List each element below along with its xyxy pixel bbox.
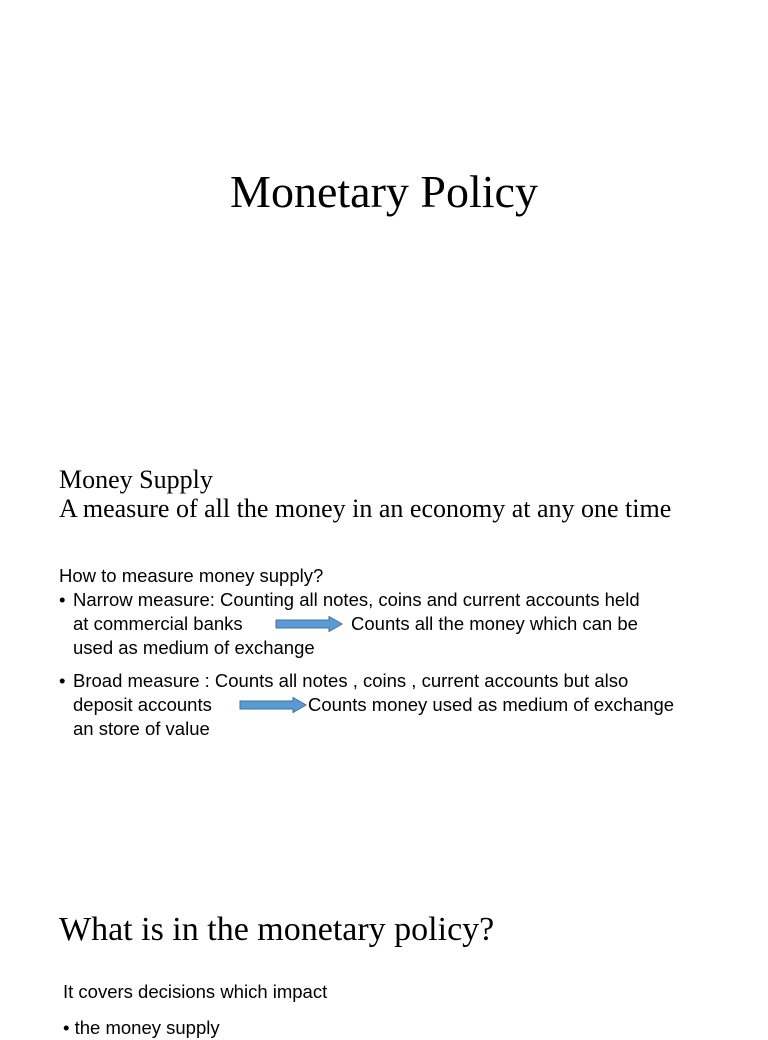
money-supply-heading: [59, 465, 671, 523]
policy-question-heading: What is in the monetary policy?: [59, 911, 495, 948]
policy-description: It covers decisions which impact: [63, 981, 328, 1002]
policy-bullet-partial: • the money supply: [63, 1017, 220, 1038]
bullet-line-3: an store of value: [73, 718, 210, 739]
measure-question: How to measure money supply?: [59, 565, 324, 586]
slide-title: [0, 0, 768, 420]
bullet-line-2-left: at commercial banks: [73, 613, 243, 634]
heading-line-2: A measure of all the money in an economy at any one time: [59, 494, 672, 523]
bullet-line-1: Broad measure : Counts all notes , coins , current accounts but also: [73, 670, 629, 691]
slide-money-supply: [0, 420, 768, 840]
bullet-line-2-left: deposit accounts: [73, 694, 212, 715]
bullet-line-2-right: Counts all the money which can be: [351, 613, 638, 634]
bullet-dot: •: [59, 670, 66, 691]
heading-line-1: Money Supply: [59, 465, 213, 494]
right-arrow-icon: [275, 616, 343, 632]
bullet-line-1: Narrow measure: Counting all notes, coins and current accounts held: [73, 589, 640, 610]
slide-monetary-policy-contents: [0, 840, 768, 1038]
bullet-dot: •: [59, 589, 66, 610]
right-arrow-icon: [239, 697, 307, 713]
slide-title-text: Monetary Policy: [230, 166, 538, 217]
bullet-line-3: used as medium of exchange: [73, 637, 315, 658]
bullet-line-2-right: Counts money used as medium of exchange: [308, 694, 675, 715]
